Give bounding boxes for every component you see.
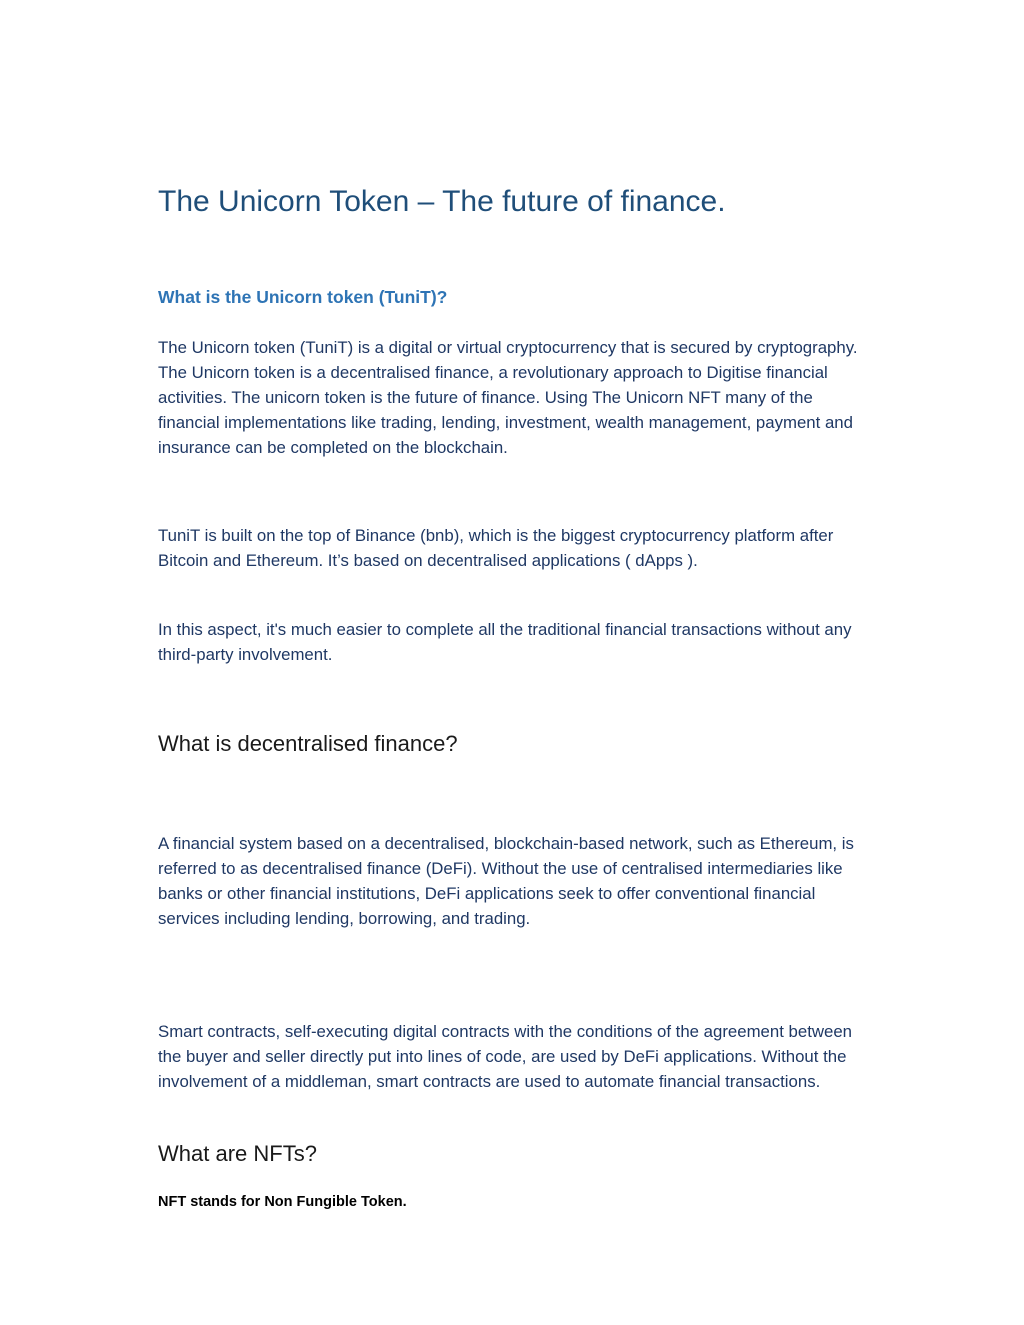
paragraph-defi-definition: A financial system based on a decentralised, blockchain-based network, such as Ethereum, is referred to as decentralised finance (DeFi). Without the use of centralised intermediaries like banks or other financial institutions, DeFi applications seek to offer conventional financial services including lending, borrowing, and trading. — [158, 834, 854, 928]
nft-definition: NFT stands for Non Fungible Token. — [158, 1194, 407, 1210]
paragraph-tunit-binance: TuniT is built on the top of Binance (bnb), which is the biggest cryptocurrency platform after Bitcoin and Ethereum. It’s based on decentralised applications ( dApps ). — [158, 526, 834, 570]
section-heading-nfts: What are NFTs? — [158, 1141, 317, 1166]
section-heading-decentralised-finance: What is decentralised finance? — [158, 731, 458, 756]
document-title: The Unicorn Token – The future of finance. — [158, 185, 726, 218]
paragraph-unicorn-token-intro: The Unicorn token (TuniT) is a digital or virtual cryptocurrency that is secured by cryptography. The Unicorn token is a decentralised finance, a revolutionary approach to Digitise financial activities. The unicorn token is the future of finance. Using The Unicorn NFT many of the financial implementations like trading, lending, investment, wealth management, payment and insurance can be completed on the blockchain. — [158, 338, 858, 457]
paragraph-smart-contracts: Smart contracts, self-executing digital contracts with the conditions of the agreement between the buyer and seller directly put into lines of code, are used by DeFi applications. Without the involvement of a middleman, smart contracts are used to automate financial transactions. — [158, 1022, 852, 1091]
paragraph-third-party: In this aspect, it's much easier to complete all the traditional financial transactions without any third-party involvement. — [158, 620, 852, 664]
section-heading-unicorn-token: What is the Unicorn token (TuniT)? — [158, 287, 448, 307]
